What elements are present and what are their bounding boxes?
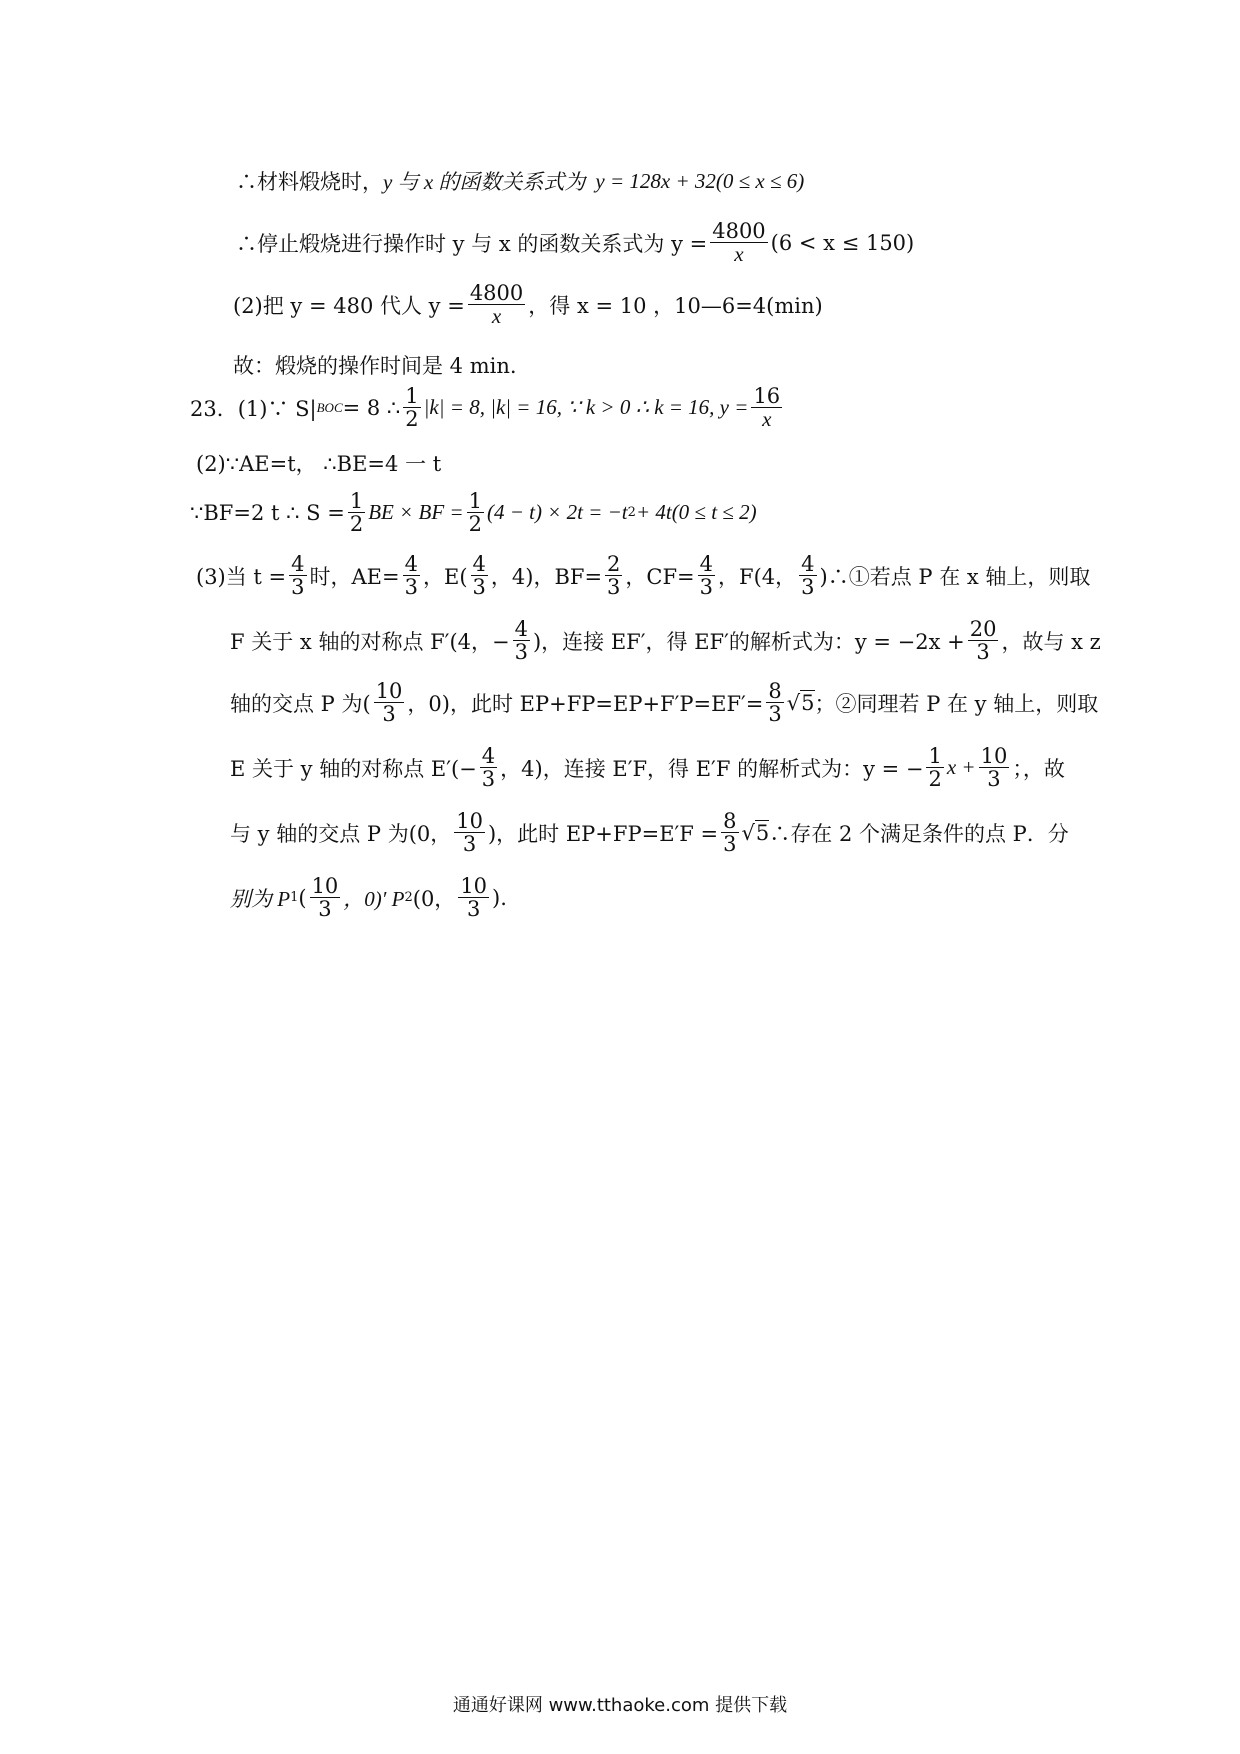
line-8	[196, 553, 1090, 598]
line-10	[230, 680, 1098, 725]
math: x +	[946, 755, 976, 780]
text: ，CF=	[625, 564, 695, 589]
math: (4 − t) × 2t = −t	[486, 500, 628, 525]
text: ).	[492, 885, 507, 910]
text: 与 y 轴的交点 P 为(0，	[230, 821, 452, 846]
fraction: $\frac{20}{3}$	[969, 617, 997, 665]
text: ，得 x = 10 ，10—6=4(min)	[528, 293, 823, 318]
math: + 4t(0 ≤ t ≤ 2)	[635, 500, 757, 525]
fraction: $\frac{4}{3}$	[472, 552, 486, 600]
fraction: $\frac{8}{3}$	[768, 679, 782, 727]
text: 故：煅烧的操作时间是 4 min.	[233, 354, 517, 378]
text: ，E(	[422, 564, 468, 589]
math: y = 128x + 32(0 ≤ x ≤ 6)	[595, 168, 805, 193]
text: ∵BF=2 t ∴ S =	[190, 500, 345, 525]
text: ，0)′ P	[343, 886, 405, 911]
line-4	[233, 350, 517, 380]
fraction: $\frac{4800}{x}$	[469, 281, 524, 329]
fraction: $\frac{1}{2}$	[928, 744, 942, 792]
sqrt: √5	[741, 820, 770, 845]
fraction: $\frac{4}{3}$	[801, 552, 815, 600]
subscript: 2	[404, 890, 413, 906]
math: |k| = 8, |k| = 16, ∵ k > 0 ∴ k = 16, y =	[423, 395, 749, 420]
fraction: $\frac{1}{2}$	[349, 489, 364, 537]
text: E 关于 y 轴的对称点 E′(−	[230, 756, 477, 781]
text: ∴材料煅烧时，	[236, 170, 383, 194]
sqrt: √5	[786, 690, 815, 715]
fraction: $\frac{10}{3}$	[375, 679, 403, 727]
text: ；，故	[1012, 756, 1065, 781]
text: 23．(1)∵ S|	[190, 396, 317, 421]
line-1	[236, 166, 804, 196]
line-2	[236, 220, 914, 265]
fraction: $\frac{2}{3}$	[607, 552, 621, 600]
text: )，此时 EP+FP=E′F =	[487, 821, 719, 846]
text: y 与 x 的函数关系式为	[383, 170, 586, 194]
text: ，故与 x z	[1001, 629, 1101, 654]
text: (2)把 y = 480 代人 y =	[233, 293, 465, 318]
fraction: $\frac{8}{3}$	[723, 809, 737, 857]
fraction: $\frac{4}{3}$	[404, 552, 418, 600]
text: (6 < x ≤ 150)	[770, 230, 915, 255]
text: ∴停止煅烧进行操作时 y 与 x 的函数关系式为 y =	[236, 231, 708, 256]
fraction: $\frac{4}{3}$	[481, 744, 496, 792]
fraction: $\frac{10}{3}$	[311, 874, 339, 922]
fraction: $\frac{4}{3}$	[514, 617, 528, 665]
text: ，4)，连接 E′F，得 E′F 的解析式为：y = −	[500, 756, 924, 781]
fraction: $\frac{1}{2}$	[405, 384, 419, 432]
fraction: $\frac{16}{x}$	[753, 384, 781, 432]
fraction: $\frac{10}{3}$	[980, 744, 1008, 792]
page-footer: 通通好课网 www.tthaoke.com 提供下载	[452, 1695, 788, 1716]
text: ，F(4，	[718, 564, 797, 589]
text: ，4)，BF=	[490, 564, 603, 589]
superscript: 2	[627, 505, 636, 521]
math: BE × BF =	[368, 500, 464, 525]
text: ∴存在 2 个满足条件的点 P．分	[769, 821, 1069, 846]
text: 轴的交点 P 为(	[230, 691, 371, 716]
text: (0，	[412, 886, 456, 911]
text: ；②同理若 P 在 y 轴上，则取	[814, 691, 1099, 716]
line-7	[190, 490, 757, 535]
line-6	[196, 448, 441, 478]
fraction: $\frac{4}{3}$	[699, 552, 714, 600]
text: = 8 ∴	[342, 395, 401, 420]
text: (3)当 t =	[196, 564, 287, 589]
text: (	[298, 885, 307, 910]
fraction: $\frac{10}{3}$	[460, 874, 488, 922]
fraction: $\frac{1}{2}$	[468, 489, 482, 537]
fraction: $\frac{10}{3}$	[456, 809, 483, 857]
line-13	[230, 875, 507, 920]
text: 时，AE=	[309, 564, 400, 589]
fraction: $\frac{4}{3}$	[291, 552, 305, 600]
line-12	[230, 810, 1069, 855]
text: 别为 P	[230, 886, 291, 911]
text: (2)∵AE=t， ∴BE=4 一 t	[196, 452, 442, 476]
line-5	[190, 385, 785, 430]
fraction: $\frac{4800}{x}$	[712, 219, 766, 267]
line-9	[230, 618, 1101, 663]
text: )，连接 EF′，得 EF′的解析式为：y = −2x +	[532, 629, 965, 654]
line-11	[230, 745, 1065, 790]
text: )∴①若点 P 在 x 轴上，则取	[819, 564, 1091, 589]
text: F 关于 x 轴的对称点 F′(4，−	[230, 629, 510, 654]
text: ，0)，此时 EP+FP=EP+F′P=EF′=	[407, 691, 764, 716]
line-3	[233, 282, 823, 327]
subscript: 1	[290, 890, 299, 906]
subscript: BOC	[316, 399, 343, 415]
